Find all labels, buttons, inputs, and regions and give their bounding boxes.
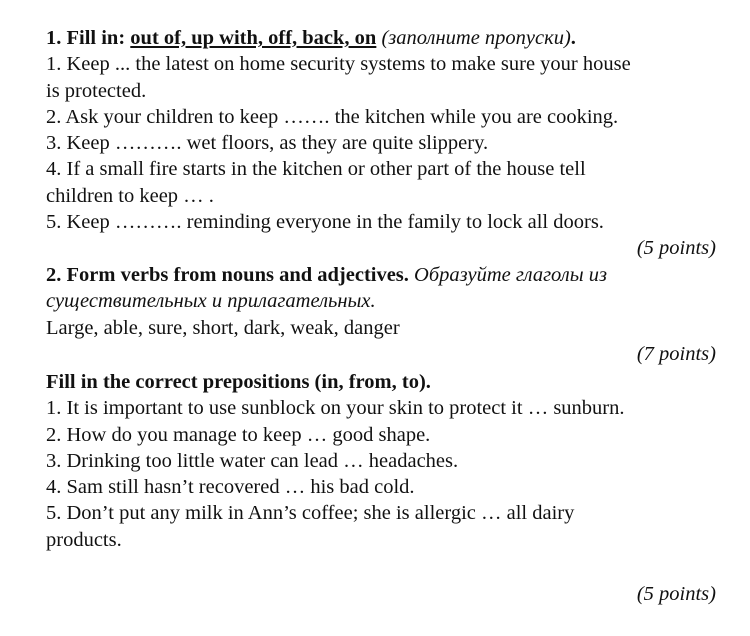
task-1-item-line: 1. Keep ... the latest on home security systems to make sure your house (46, 53, 631, 76)
task-1 (46, 25, 716, 262)
task-1-number: 1. (46, 27, 62, 49)
task-1-header (46, 25, 716, 51)
task-1-period: . (570, 27, 576, 49)
task-1-item-line: 5. Keep ………. reminding everyone in the family to lock all doors. (46, 211, 604, 234)
task-1-item-line: children to keep … . (46, 184, 214, 207)
task-3 (46, 369, 716, 553)
task-1-item-line: 4. If a small fire starts in the kitchen or other part of the house tell (46, 158, 586, 181)
task-1-instruction: (заполните пропуски) (381, 27, 571, 49)
task-3-item-line: products. (46, 528, 122, 551)
task-1-item-line: 2. Ask your children to keep ……. the kitchen while you are cooking. (46, 105, 619, 128)
task-1-label: Fill in: (66, 27, 126, 49)
task-2-title: 2. Form verbs from nouns and adjectives. (46, 264, 409, 286)
task-2-instruction: Образуйте глаголы из (414, 264, 607, 286)
task-2-instruction-continued: существительных и прилагательных. (46, 290, 376, 313)
task-1-points: (5 points) (636, 237, 716, 260)
task-3-item-line: 2. How do you manage to keep … good shape. (46, 423, 431, 446)
task-2-header (46, 262, 716, 288)
task-2-points: (7 points) (636, 342, 716, 365)
task-3-item-line: 1. It is important to use sunblock on your skin to protect it … sunburn. (46, 397, 625, 420)
task-3-item-line: 3. Drinking too little water can lead … headaches. (46, 449, 459, 472)
task-1-item-line: is protected. (46, 79, 147, 102)
task-2 (46, 262, 716, 367)
task-1-word-bank: out of, up with, off, back, on (130, 27, 377, 49)
task-1-item-line: 3. Keep ………. wet floors, as they are quite slippery. (46, 132, 489, 155)
task-2-word-list: Large, able, sure, short, dark, weak, danger (46, 316, 400, 339)
task-3-item-line: 5. Don’t put any milk in Ann’s coffee; she is allergic … all dairy (46, 502, 575, 525)
task-3-item-line: 4. Sam still hasn’t recovered … his bad cold. (46, 476, 415, 499)
task-3-points: (5 points) (636, 583, 716, 605)
task-3-title: Fill in the correct prepositions (in, from, to). (46, 371, 431, 393)
